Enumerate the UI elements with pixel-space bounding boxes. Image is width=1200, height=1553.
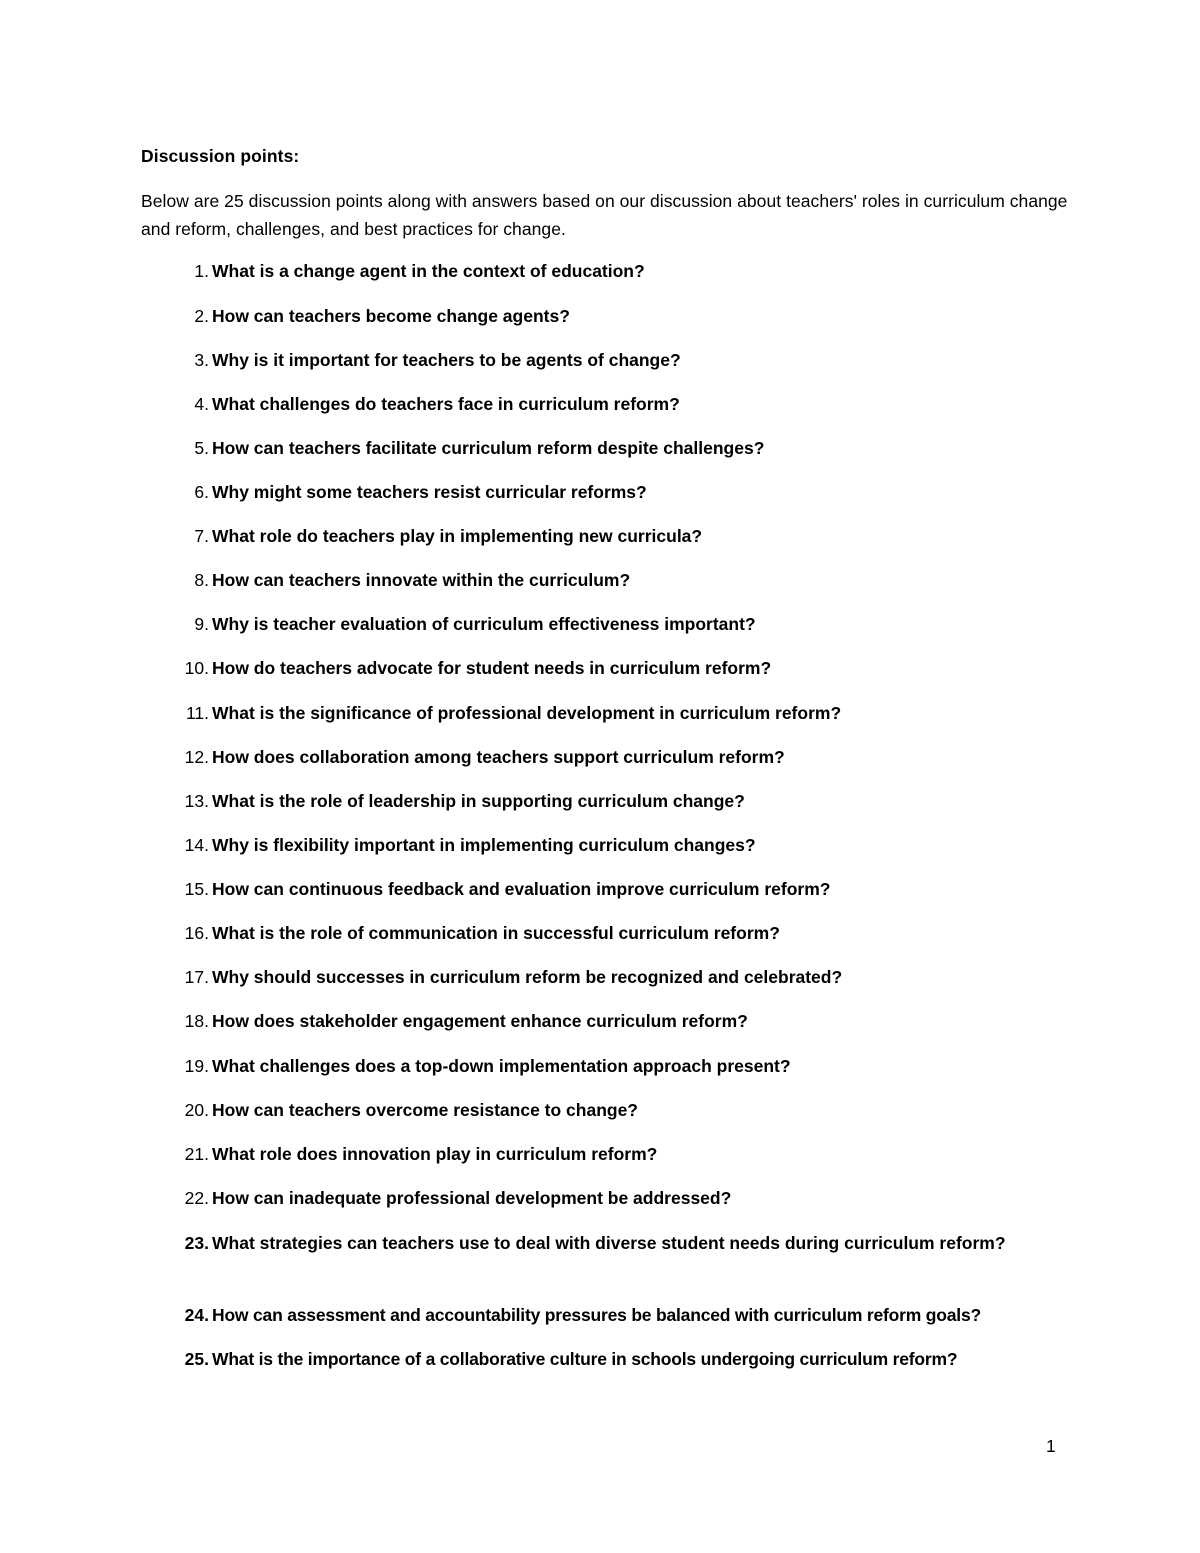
question-text: How can teachers facilitate curriculum reform despite challenges? [212,438,765,458]
question-text: How can assessment and accountability pressures be balanced with curriculum reform goals? [212,1305,981,1325]
question-text: How can teachers innovate within the curriculum? [212,570,631,590]
document-heading: Discussion points: [141,146,300,166]
question-number: 7. [194,526,209,546]
question-text: Why is teacher evaluation of curriculum effectiveness important? [212,614,756,634]
question-text: What strategies can teachers use to deal with diverse student needs during curriculum reform? [212,1233,1006,1253]
question-number: 13. [184,791,209,811]
question-number: 11. [185,703,209,723]
question-number: 16. [184,923,209,943]
question-number: 3. [194,350,209,370]
question-number: 21. [184,1144,209,1164]
question-text: How can teachers overcome resistance to change? [212,1100,638,1120]
question-number: 19. [184,1056,209,1076]
question-text: What is the role of leadership in supporting curriculum change? [212,791,745,811]
question-text: What challenges does a top-down implementation approach present? [212,1056,791,1076]
page-number: 1 [1046,1436,1056,1456]
question-number: 23. [184,1233,209,1253]
question-number: 22. [184,1188,209,1208]
question-number: 17. [184,967,209,987]
question-text: How does collaboration among teachers support curriculum reform? [212,747,785,767]
question-number: 20. [184,1100,209,1120]
question-text: How does stakeholder engagement enhance curriculum reform? [212,1011,748,1031]
question-text: What is a change agent in the context of education? [212,261,645,281]
question-number: 25. [184,1349,209,1369]
question-text: Why is it important for teachers to be agents of change? [212,350,681,370]
question-text: What is the role of communication in successful curriculum reform? [212,923,780,943]
question-text: How do teachers advocate for student needs in curriculum reform? [212,658,772,678]
question-text: How can continuous feedback and evaluation improve curriculum reform? [212,879,831,899]
question-text: What is the importance of a collaborative culture in schools undergoing curriculum reform? [212,1349,958,1369]
question-number: 1. [194,261,209,281]
question-text: Why should successes in curriculum reform be recognized and celebrated? [212,967,843,987]
question-text: How can inadequate professional development be addressed? [212,1188,732,1208]
question-number: 14. [184,835,209,855]
question-number: 10. [184,658,209,678]
question-text: What is the significance of professional development in curriculum reform? [212,703,842,723]
question-number: 24. [184,1305,209,1325]
question-number: 8. [194,570,209,590]
question-text: What role does innovation play in curriculum reform? [212,1144,658,1164]
question-text: Why is flexibility important in implementing curriculum changes? [212,835,756,855]
question-number: 2. [194,306,209,326]
question-number: 12. [184,747,209,767]
question-text: What challenges do teachers face in curriculum reform? [212,394,680,414]
question-number: 9. [194,614,209,634]
question-text: What role do teachers play in implementing new curricula? [212,526,703,546]
question-number: 6. [194,482,209,502]
intro-paragraph: Below are 25 discussion points along with answers based on our discussion about teachers' roles in curriculum change and reform, challenges, and best practices for change. [141,191,1068,239]
question-text: Why might some teachers resist curricular reforms? [212,482,647,502]
question-number: 18. [184,1011,209,1031]
question-number: 5. [194,438,209,458]
question-number: 4. [194,394,209,414]
question-number: 15. [184,879,209,899]
question-text: How can teachers become change agents? [212,306,570,326]
